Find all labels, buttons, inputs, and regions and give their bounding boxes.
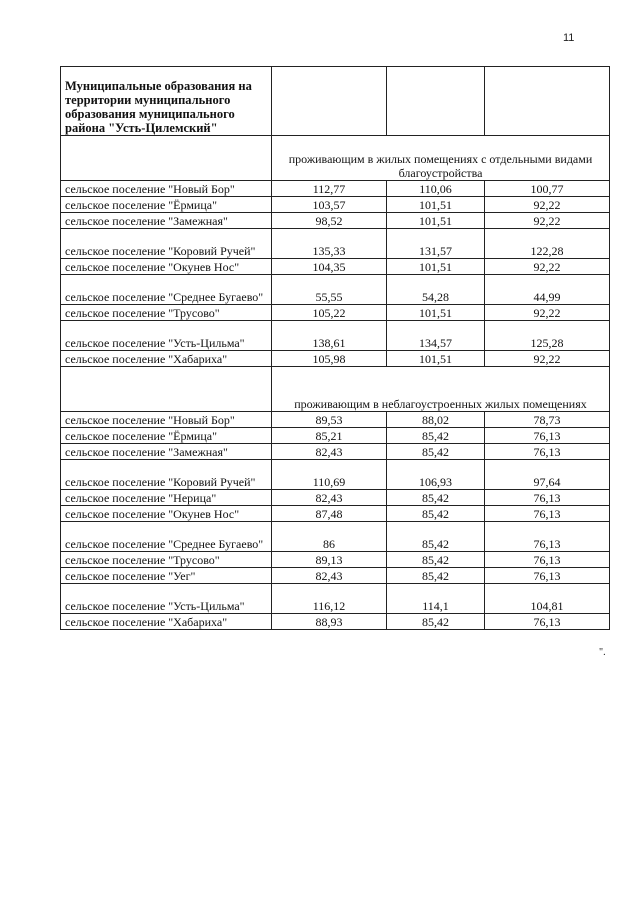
table-row — [61, 552, 610, 568]
settlement-name-cell: сельское поселение "Среднее Бугаево" — [61, 522, 272, 552]
table-row — [61, 351, 610, 367]
settlement-name-cell: сельское поселение "Нерица" — [61, 490, 272, 506]
table-row — [61, 181, 610, 197]
column-header-blank — [485, 67, 610, 136]
settlement-name-cell: сельское поселение "Замежная" — [61, 444, 272, 460]
group-header-blank — [61, 136, 272, 181]
value-cell: 76,13 — [485, 506, 610, 522]
value-cell: 54,28 — [387, 275, 485, 305]
value-cell: 106,93 — [387, 460, 485, 490]
value-cell: 103,57 — [272, 197, 387, 213]
table-row — [61, 305, 610, 321]
value-cell: 110,69 — [272, 460, 387, 490]
table-row — [61, 412, 610, 428]
settlement-name-cell: сельское поселение "Среднее Бугаево" — [61, 275, 272, 305]
value-cell: 78,73 — [485, 412, 610, 428]
value-cell: 101,51 — [387, 351, 485, 367]
value-cell: 85,21 — [272, 428, 387, 444]
value-cell: 89,13 — [272, 552, 387, 568]
settlement-name-cell: сельское поселение "Ёрмица" — [61, 428, 272, 444]
settlement-name-cell: сельское поселение "Коровий Ручей" — [61, 460, 272, 490]
table-row — [61, 490, 610, 506]
settlement-name-cell: сельское поселение "Уег" — [61, 568, 272, 584]
value-cell: 92,22 — [485, 197, 610, 213]
value-cell: 82,43 — [272, 490, 387, 506]
settlement-name-cell: сельское поселение "Хабариха" — [61, 614, 272, 630]
group-label: проживающим в жилых помещениях с отдельными видами благоустройства — [272, 136, 610, 181]
group-label: проживающим в неблагоустроенных жилых помещениях — [272, 367, 610, 412]
table-row — [61, 614, 610, 630]
settlement-name-cell: сельское поселение "Хабариха" — [61, 351, 272, 367]
value-cell: 82,43 — [272, 568, 387, 584]
value-cell: 76,13 — [485, 444, 610, 460]
value-cell: 116,12 — [272, 584, 387, 614]
settlement-name-cell: сельское поселение "Усть-Цильма" — [61, 584, 272, 614]
table-row — [61, 275, 610, 305]
value-cell: 85,42 — [387, 614, 485, 630]
value-cell: 76,13 — [485, 490, 610, 506]
column-header-blank — [387, 67, 485, 136]
settlement-name-cell: сельское поселение "Новый Бор" — [61, 412, 272, 428]
table-body — [61, 67, 610, 630]
value-cell: 76,13 — [485, 522, 610, 552]
value-cell: 89,53 — [272, 412, 387, 428]
table-row — [61, 321, 610, 351]
value-cell: 101,51 — [387, 305, 485, 321]
value-cell: 101,51 — [387, 259, 485, 275]
value-cell: 104,35 — [272, 259, 387, 275]
settlement-name-cell: сельское поселение "Трусово" — [61, 552, 272, 568]
value-cell: 138,61 — [272, 321, 387, 351]
value-cell: 110,06 — [387, 181, 485, 197]
value-cell: 134,57 — [387, 321, 485, 351]
value-cell: 98,52 — [272, 213, 387, 229]
column-header-blank — [272, 67, 387, 136]
table-row — [61, 584, 610, 614]
table-row — [61, 460, 610, 490]
value-cell: 85,42 — [387, 444, 485, 460]
value-cell: 100,77 — [485, 181, 610, 197]
table-row — [61, 259, 610, 275]
settlement-name-cell: сельское поселение "Коровий Ручей" — [61, 229, 272, 259]
table-row — [61, 568, 610, 584]
value-cell: 76,13 — [485, 428, 610, 444]
table-row — [61, 197, 610, 213]
value-cell: 85,42 — [387, 490, 485, 506]
value-cell: 92,22 — [485, 305, 610, 321]
value-cell: 101,51 — [387, 197, 485, 213]
value-cell: 125,28 — [485, 321, 610, 351]
value-cell: 101,51 — [387, 213, 485, 229]
settlement-name-cell: сельское поселение "Окунев Нос" — [61, 506, 272, 522]
value-cell: 88,93 — [272, 614, 387, 630]
value-cell: 97,64 — [485, 460, 610, 490]
settlement-name-cell: сельское поселение "Замежная" — [61, 213, 272, 229]
value-cell: 87,48 — [272, 506, 387, 522]
table-header-row — [61, 67, 610, 136]
value-cell: 88,02 — [387, 412, 485, 428]
value-cell: 82,43 — [272, 444, 387, 460]
value-cell: 85,42 — [387, 506, 485, 522]
table-row — [61, 229, 610, 259]
value-cell: 105,22 — [272, 305, 387, 321]
value-cell: 76,13 — [485, 568, 610, 584]
value-cell: 85,42 — [387, 568, 485, 584]
value-cell: 135,33 — [272, 229, 387, 259]
value-cell: 86 — [272, 522, 387, 552]
settlement-name-cell: сельское поселение "Ёрмица" — [61, 197, 272, 213]
value-cell: 92,22 — [485, 259, 610, 275]
value-cell: 92,22 — [485, 213, 610, 229]
value-cell: 112,77 — [272, 181, 387, 197]
settlement-name-cell: сельское поселение "Окунев Нос" — [61, 259, 272, 275]
page-number: 11 — [563, 32, 575, 44]
value-cell: 85,42 — [387, 428, 485, 444]
group-header-row — [61, 136, 610, 181]
table-row — [61, 444, 610, 460]
value-cell: 114,1 — [387, 584, 485, 614]
table-row — [61, 506, 610, 522]
value-cell: 85,42 — [387, 522, 485, 552]
value-cell: 55,55 — [272, 275, 387, 305]
value-cell: 105,98 — [272, 351, 387, 367]
closing-quote-mark: ". — [599, 647, 606, 658]
table-row — [61, 428, 610, 444]
table-row — [61, 213, 610, 229]
value-cell: 85,42 — [387, 552, 485, 568]
settlement-name-cell: сельское поселение "Новый Бор" — [61, 181, 272, 197]
value-cell: 92,22 — [485, 351, 610, 367]
value-cell: 122,28 — [485, 229, 610, 259]
group-header-blank — [61, 367, 272, 412]
value-cell: 76,13 — [485, 614, 610, 630]
group-header-row — [61, 367, 610, 412]
tariff-table — [60, 66, 610, 630]
settlement-name-cell: сельское поселение "Трусово" — [61, 305, 272, 321]
value-cell: 104,81 — [485, 584, 610, 614]
settlement-name-cell: сельское поселение "Усть-Цильма" — [61, 321, 272, 351]
value-cell: 44,99 — [485, 275, 610, 305]
column-header-municipalities: Муниципальные образования на территории муниципального образования муниципального района "Усть-Цилемский" — [61, 67, 272, 136]
table-row — [61, 522, 610, 552]
value-cell: 131,57 — [387, 229, 485, 259]
value-cell: 76,13 — [485, 552, 610, 568]
